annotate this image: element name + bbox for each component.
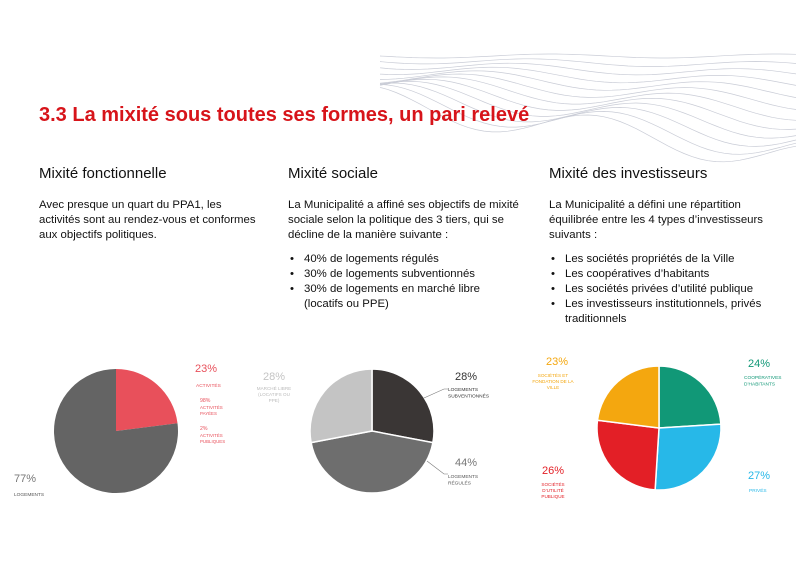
annotation-label: PUBLIQUES [200, 438, 226, 444]
pie-slice-logements-regules [311, 431, 433, 493]
section-mixite-fonctionnelle [39, 165, 259, 243]
wave-line [380, 59, 796, 67]
annotation-value: 2% [200, 426, 208, 432]
category-label-subventionnes: LOGEMENTS [448, 388, 479, 393]
list-item: • Les sociétés privées d’utilité publique [549, 282, 781, 297]
list-item: • 30% de logements subventionnés [288, 267, 520, 282]
category-label-societes-ville: FONDATION DE LA [532, 379, 574, 385]
data-label-prives: 27% [748, 470, 771, 482]
category-label-activites: ACTIVITÉS [196, 384, 221, 389]
section-text: La Municipalité a affiné ses objectifs de mixité sociale selon la politique des 3 tiers, qui se décline de la manière suivante : [288, 199, 519, 241]
data-label-regules: 44% [455, 457, 478, 469]
category-label-marche-libre: (LOCATIFS OU [258, 392, 290, 398]
category-label-regules: RÉGULÉS [448, 481, 471, 487]
pie-slice-logements-subventionnes [372, 369, 434, 443]
category-label-utilite-publique: D’UTILITÉ [542, 488, 564, 494]
category-label-societes-ville: SOCIÉTÉS ET [537, 373, 569, 378]
page-title: 3.3 La mixité sous toutes ses formes, un pari relevé [39, 104, 530, 126]
category-label-subventionnes: SUBVENTIONNÉS [448, 394, 490, 400]
list-item: • 30% de logements en marché libre (locatifs ou PPE) [288, 282, 520, 312]
data-label-activites: 23% [195, 363, 218, 375]
category-label-cooperatives: COOPÉRATIVES [744, 376, 782, 381]
section-text: La Municipalité a défini une répartition équilibrée entre les 4 types d’investisseurs suivants : [549, 199, 764, 241]
data-label-marche-libre: 28% [262, 371, 286, 383]
pie-charts [0, 345, 800, 560]
data-label-societes-ville: 23% [545, 356, 569, 368]
annotation-label: ACTIVITÉS [200, 433, 223, 438]
pie-chart-sociale [257, 369, 489, 493]
pie-slice-marche-libre-locatifs-ou-ppe [310, 369, 372, 443]
section-mixite-sociale [288, 165, 520, 312]
category-label-marche-libre: PPE) [268, 398, 280, 404]
leader-line [424, 389, 448, 398]
annotation-label: ACTIVITÉS [200, 405, 223, 410]
bullet-list [288, 252, 520, 312]
category-label-prives: PRIVÉS [749, 489, 767, 494]
leader-line [427, 461, 448, 474]
category-label-regules: LOGEMENTS [448, 475, 479, 480]
data-label-logements: 77% [14, 473, 37, 485]
wave-line [380, 54, 796, 58]
pie-chart-investisseurs [532, 356, 781, 499]
data-label-cooperatives: 24% [748, 358, 771, 370]
pie-slice-societes-et-fondation-de-la-ville [597, 366, 659, 428]
list-item: • 40% de logements régulés [288, 252, 520, 267]
pie-slice-societes-d-utilite-publique [597, 420, 659, 490]
category-label-utilite-publique: SOCIÉTÉS [541, 482, 565, 487]
bullet-list [549, 252, 781, 327]
category-label-utilite-publique: PUBLIQUE [541, 494, 565, 500]
section-heading: Mixité sociale [288, 165, 379, 182]
list-item: • Les investisseurs institutionnels, privés traditionnels [549, 297, 781, 327]
pie-slice-cooperatives-d-habitants [659, 366, 721, 428]
section-text: Avec presque un quart du PPA1, les activités sont au rendez-vous et conformes aux objectifs politiques. [39, 199, 256, 241]
category-label-cooperatives: D’HABITANTS [744, 382, 776, 388]
data-label-subventionnes: 28% [455, 371, 478, 383]
pie-slice-activites [116, 369, 178, 431]
annotation-label: PAYÉES [200, 410, 217, 416]
annotation-value: 98% [200, 398, 211, 404]
section-mixite-investisseurs [549, 165, 781, 327]
list-item: • Les sociétés propriétés de la Ville [549, 252, 781, 267]
pie-chart-fonctionnelle [14, 363, 225, 498]
list-item: • Les coopératives d’habitants [549, 267, 781, 282]
wave-line [380, 67, 796, 85]
section-heading: Mixité des investisseurs [549, 165, 708, 182]
category-label-marche-libre: MARCHÉ LIBRE [256, 386, 292, 391]
data-label-utilite-publique: 26% [541, 465, 565, 477]
category-label-logements: LOGEMENTS [14, 493, 45, 498]
pie-slice-prives [655, 424, 721, 490]
section-heading: Mixité fonctionnelle [39, 165, 167, 182]
category-label-societes-ville: VILLE [546, 385, 560, 391]
